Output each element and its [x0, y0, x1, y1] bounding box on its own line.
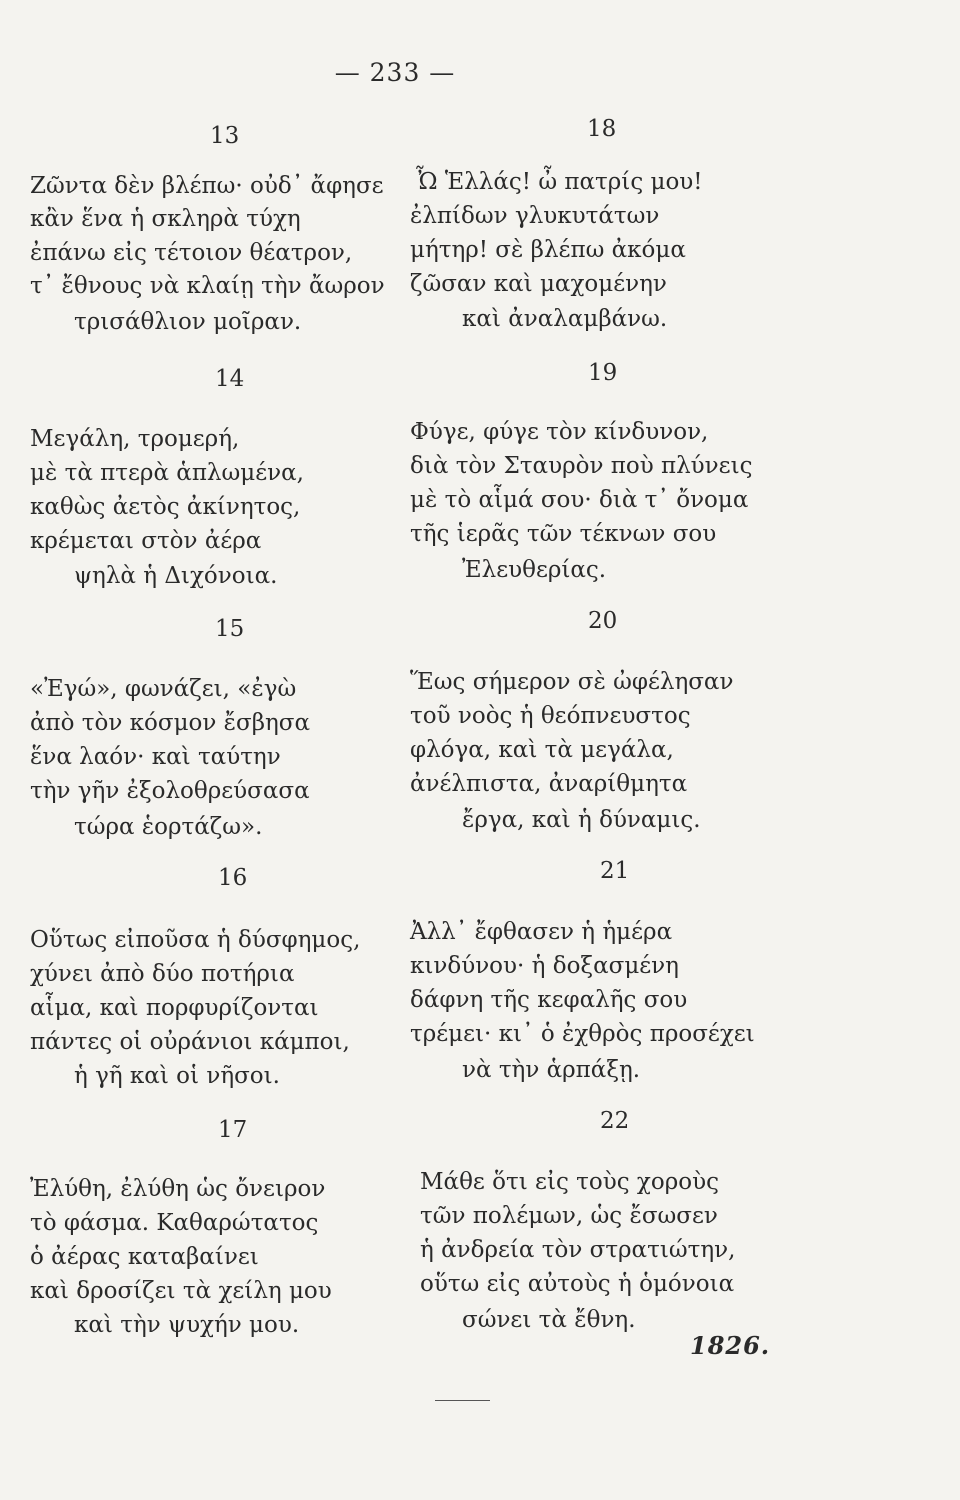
verse-line: ἡ γῆ καὶ οἱ νῆσοι.: [74, 1063, 280, 1089]
verse-line: μὲ τὰ πτερὰ ἁπλωμένα,: [30, 460, 304, 486]
verse-line: σώνει τὰ ἔθνη.: [462, 1307, 636, 1333]
verse-line: καὶ ἀναλαμβάνω.: [462, 306, 668, 332]
verse-line: Μεγάλη, τρομερή,: [30, 426, 240, 452]
verse-line: ἀπὸ τὸν κόσμον ἔσβησα: [30, 710, 311, 736]
verse-line: Ἐλύθη, ἐλύθη ὡς ὄνειρον: [30, 1176, 326, 1202]
stanza-number: 20: [588, 608, 618, 634]
page-number: — 233 —: [334, 58, 456, 87]
verse-line: ἀνέλπιστα, ἀναρίθμητα: [410, 771, 688, 797]
verse-line: πάντες οἱ οὐράνιοι κάμποι,: [30, 1029, 350, 1055]
verse-line: κἂν ἕνα ἡ σκληρὰ τύχη: [30, 206, 301, 232]
verse-line: καθὼς ἀετὸς ἀκίνητος,: [30, 494, 301, 520]
verse-line: ζῶσαν καὶ μαχομένην: [410, 271, 667, 297]
verse-line: Ἀλλ᾽ ἔφθασεν ἡ ἡμέρα: [410, 919, 673, 945]
verse-line: ἔργα, καὶ ἡ δύναμις.: [462, 807, 701, 833]
verse-line: διὰ τὸν Σταυρὸν ποὺ πλύνεις: [410, 453, 753, 479]
verse-line: τὸ φάσμα. Καθαρώτατος: [30, 1210, 319, 1236]
verse-line: οὕτω εἰς αὐτοὺς ἡ ὁμόνοια: [420, 1271, 735, 1297]
verse-line: τρισάθλιον μοῖραν.: [74, 309, 302, 335]
verse-line: τῆς ἱερᾶς τῶν τέκνων σου: [410, 521, 717, 547]
verse-line: νὰ τὴν ἁρπάξῃ.: [462, 1057, 641, 1083]
verse-line: τρέμει· κι᾽ ὁ ἐχθρὸς προσέχει: [410, 1021, 755, 1047]
stanza-number: 21: [600, 858, 630, 884]
stanza-number: 16: [218, 865, 248, 891]
verse-line: τ᾽ ἔθνους νὰ κλαίῃ τὴν ἄωρον: [30, 273, 385, 299]
verse-line: Ἕως σήμερον σὲ ὠφέλησαν: [410, 669, 734, 695]
stanza-number: 18: [587, 116, 617, 142]
verse-line: κρέμεται στὸν ἀέρα: [30, 528, 262, 554]
verse-line: αἷμα, καὶ πορφυρίζονται: [30, 995, 319, 1021]
verse-line: Οὕτως εἰποῦσα ἡ δύσφημος,: [30, 927, 361, 953]
verse-line: μήτηρ! σὲ βλέπω ἀκόμα: [410, 237, 686, 263]
verse-line: ὁ ἀέρας καταβαίνει: [30, 1244, 259, 1270]
verse-line: τῶν πολέμων, ὡς ἔσωσεν: [420, 1203, 718, 1229]
year-signature: 1826.: [690, 1331, 771, 1360]
verse-line: τὴν γῆν ἐξολοθρεύσασα: [30, 778, 310, 804]
verse-line: Μάθε ὅτι εἰς τοὺς χοροὺς: [420, 1169, 719, 1195]
verse-line: Ἐλευθερίας.: [462, 557, 607, 583]
verse-line: μὲ τὸ αἷμά σου· διὰ τ᾽ ὄνομα: [410, 487, 749, 513]
verse-line: Ὦ Ἑλλάς! ὦ πατρίς μου!: [416, 169, 703, 195]
verse-line: φλόγα, καὶ τὰ μεγάλα,: [410, 737, 674, 763]
stanza-number: 13: [210, 123, 240, 149]
verse-line: ἐλπίδων γλυκυτάτων: [410, 203, 660, 229]
verse-line: Ζῶντα δὲν βλέπω· οὐδ᾽ ἄφησε: [30, 173, 384, 199]
verse-line: καὶ δροσίζει τὰ χείλη μου: [30, 1278, 332, 1304]
verse-line: ψηλὰ ἡ Διχόνοια.: [74, 563, 278, 589]
stanza-number: 17: [218, 1117, 248, 1143]
verse-line: ἐπάνω εἰς τέτοιον θέατρον,: [30, 240, 353, 266]
verse-line: «Ἐγώ», φωνάζει, «ἐγὼ: [30, 676, 297, 702]
stanza-number: 19: [588, 360, 618, 386]
divider-rule: [435, 1400, 490, 1401]
verse-line: δάφνη τῆς κεφαλῆς σου: [410, 987, 688, 1013]
verse-line: ἕνα λαόν· καὶ ταύτην: [30, 744, 281, 770]
verse-line: ἡ ἀνδρεία τὸν στρατιώτην,: [420, 1237, 736, 1263]
stanza-number: 15: [215, 616, 245, 642]
verse-line: τοῦ νοὸς ἡ θεόπνευστος: [410, 703, 691, 729]
stanza-number: 14: [215, 366, 245, 392]
verse-line: τώρα ἑορτάζω».: [74, 814, 263, 840]
verse-line: Φύγε, φύγε τὸν κίνδυνον,: [410, 419, 709, 445]
verse-line: κινδύνου· ἡ δοξασμένη: [410, 953, 679, 979]
stanza-number: 22: [600, 1108, 630, 1134]
verse-line: χύνει ἀπὸ δύο ποτήρια: [30, 961, 295, 987]
verse-line: καὶ τὴν ψυχήν μου.: [74, 1312, 300, 1338]
